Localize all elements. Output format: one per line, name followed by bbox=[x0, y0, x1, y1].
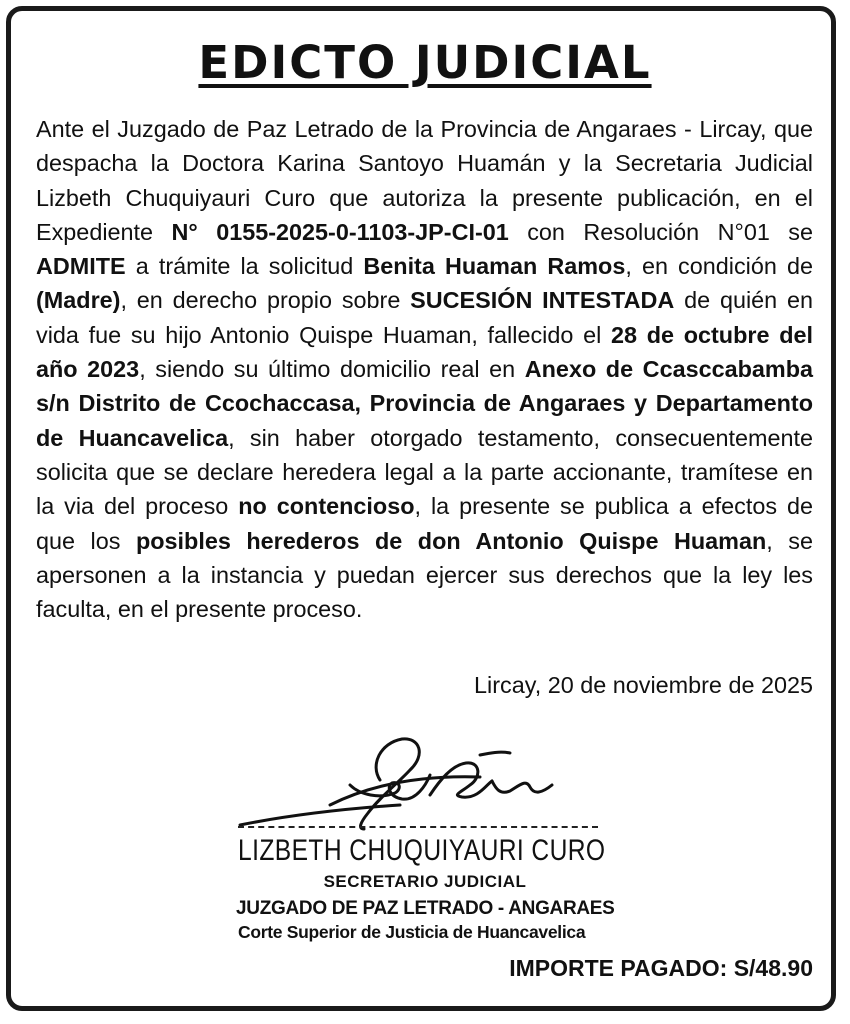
applicant-condition: (Madre) bbox=[36, 287, 121, 314]
court-name: JUZGADO DE PAZ LETRADO - ANGARAES bbox=[236, 898, 615, 919]
body-text-segment: de quién en vida fue su hijo Antonio Quispe Huaman, fallecido el bbox=[36, 287, 814, 348]
domicile-address: Anexo de Ccasccabamba s/n Distrito de Ccochaccasa, Provincia de Angaraes y Departamento de Huancavelica bbox=[36, 356, 814, 451]
title-text: EDICTO JUDICIAL bbox=[198, 36, 652, 89]
body-text-segment: , en derecho propio sobre bbox=[120, 287, 411, 314]
signatory-role: SECRETARIO JUDICIAL bbox=[323, 872, 527, 891]
death-date: 28 de octubre del año 2023 bbox=[36, 321, 813, 383]
body-text-segment: Ante el Juzgado de Paz Letrado de la Provincia de Angaraes - Lircay, que despacha la Doctora Karina Santoyo Huamán y la Secretaria Judicial Lizbeth Chuquiyauri Curo que autoriza la presente publicación, en el Expediente bbox=[36, 116, 813, 245]
body-text-segment: , siendo su último domicilio real en bbox=[139, 356, 525, 383]
body-text-segment: , en condición de bbox=[625, 253, 814, 280]
body-text-segment: , sin haber otorgado testamento, consecuentemente solicita que se declare heredera legal a la parte accionante, tramítese en la via del proceso bbox=[36, 424, 814, 520]
edict-body bbox=[36, 112, 813, 626]
date-line: Lircay, 20 de noviembre de 2025 bbox=[474, 672, 813, 698]
admission-keyword: ADMITE bbox=[36, 253, 126, 280]
process-type: SUCESIÓN INTESTADA bbox=[410, 287, 675, 314]
process-route: no contencioso bbox=[238, 493, 415, 520]
applicant-name: Benita Huaman Ramos bbox=[363, 253, 626, 280]
body-text-segment: , la presente se publica a efectos de que los bbox=[36, 493, 813, 554]
handwritten-signature bbox=[230, 725, 590, 835]
payment-amount: IMPORTE PAGADO: S/48.90 bbox=[509, 955, 813, 981]
heirs-mention: posibles herederos de don Antonio Quispe Huaman bbox=[135, 527, 767, 554]
signatory-name: LIZBETH CHUQUIYAURI CURO bbox=[238, 834, 606, 867]
page-title bbox=[0, 36, 850, 89]
body-text-segment: , se apersonen a la instancia y puedan ejercer sus derechos que la ley les faculta, en el presente proceso. bbox=[36, 527, 813, 623]
signature-line bbox=[238, 826, 598, 828]
case-number: N° 0155-2025-0-1103-JP-CI-01 bbox=[171, 218, 509, 245]
body-text-segment: a trámite la solicitud bbox=[125, 253, 364, 280]
body-text-segment: con Resolución N°01 se bbox=[508, 218, 813, 245]
superior-court-name: Corte Superior de Justicia de Huancavelica bbox=[238, 922, 586, 942]
